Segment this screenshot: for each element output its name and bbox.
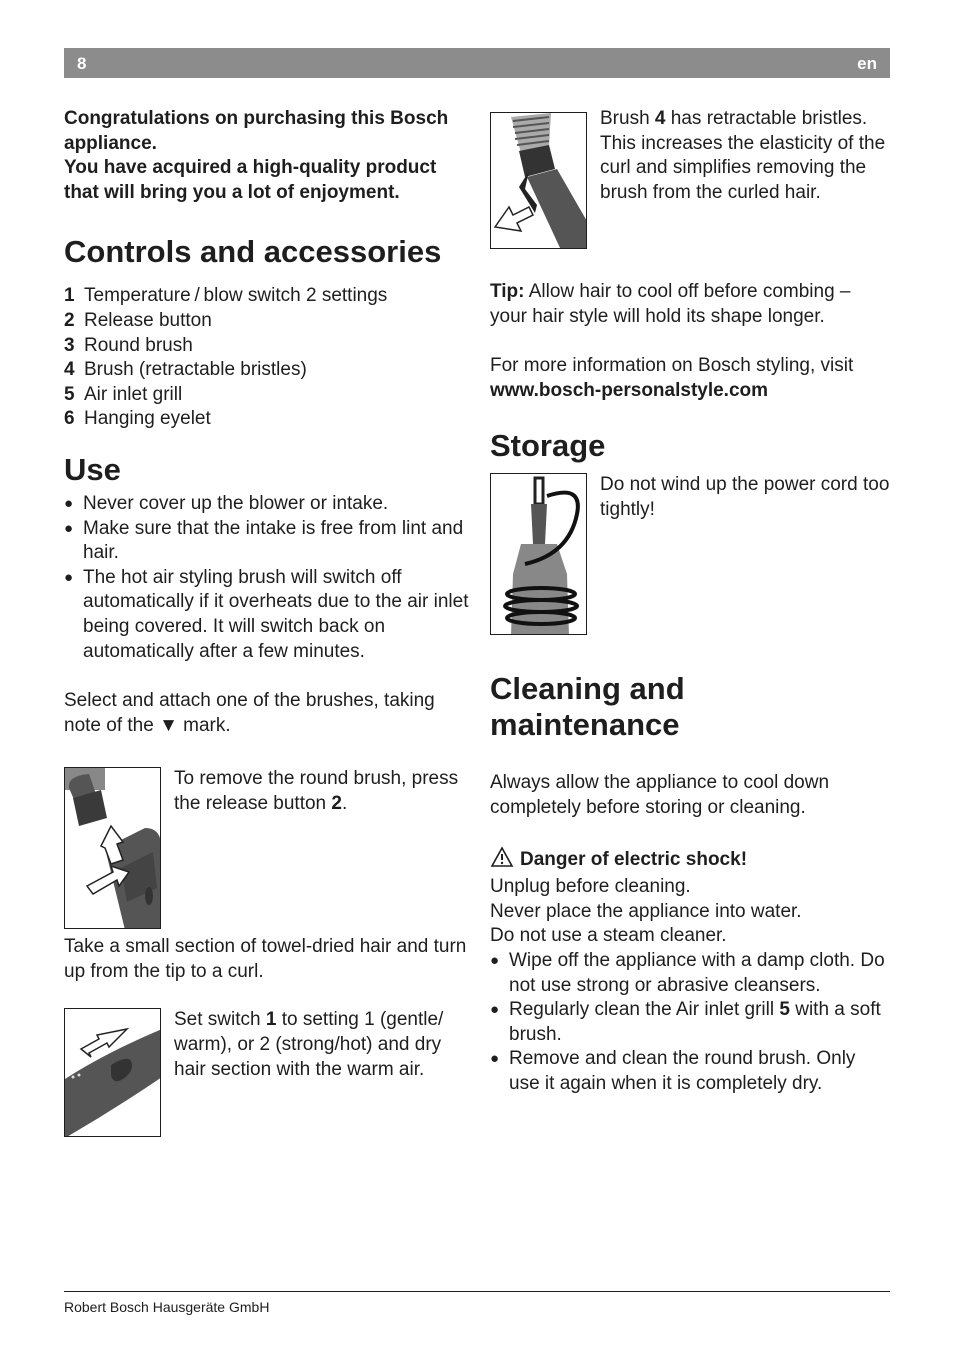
switch-row: [64, 1008, 469, 1137]
danger-line: Never place the appliance into water.: [490, 900, 802, 922]
language-code: en: [857, 54, 877, 73]
bullet-icon: ●: [490, 951, 500, 969]
cleaning-heading: Cleaning and maintenance: [490, 671, 685, 743]
bullet-icon: ●: [490, 1001, 500, 1019]
danger-label: Danger of electric shock!: [520, 848, 748, 870]
danger-warning: [490, 846, 890, 876]
item-label: Release button: [84, 309, 212, 331]
remove-brush-row: [64, 767, 469, 929]
remove-brush-illustration: [64, 767, 161, 929]
list-item: [64, 309, 469, 334]
retractable-brush-text: Brush 4 has retractable bristles. This increases the elasticity of the curl and simplifies removing the brush from the curled hair.: [600, 108, 886, 203]
select-brush-text: Select and attach one of the brushes, taking note of the ▼ mark.: [64, 690, 435, 736]
cleaning-bullets: [490, 949, 890, 1097]
list-item: [64, 284, 469, 309]
storage-illustration: [490, 473, 587, 635]
list-item: [490, 949, 890, 998]
bullet-text: Regularly clean the Air inlet grill 5 with a soft brush.: [509, 999, 881, 1045]
list-item: [64, 492, 469, 517]
controls-heading: Controls and accessories: [64, 234, 442, 270]
item-number: 4: [64, 359, 75, 381]
item-label: Air inlet grill: [84, 383, 183, 405]
bullet-text: Make sure that the intake is free from lint and hair.: [83, 517, 464, 564]
list-item: [64, 383, 469, 408]
list-item: [64, 334, 469, 359]
list-item: [64, 566, 469, 664]
storage-text: Do not wind up the power cord too tightly!: [600, 474, 890, 520]
header-bar: [64, 48, 890, 78]
item-label: Brush (retractable bristles): [84, 359, 307, 381]
cleaning-intro: Always allow the appliance to cool down completely before storing or cleaning.: [490, 772, 830, 818]
info-text: For more information on Bosch styling, visit: [490, 355, 854, 377]
switch-text: Set switch 1 to setting 1 (gentle/ warm), or 2 (strong/hot) and dry hair section with the warm air.: [174, 1009, 444, 1080]
retractable-brush-illustration: [490, 112, 587, 249]
danger-line: Do not use a steam cleaner.: [490, 925, 727, 947]
controls-list: [64, 284, 469, 432]
left-column: [64, 107, 469, 1137]
switch-illustration: [64, 1008, 161, 1137]
intro-text: [64, 107, 469, 205]
bullet-text: Wipe off the appliance with a damp cloth. Do not use strong or abrasive cleansers.: [509, 949, 885, 996]
bullet-icon: ●: [64, 519, 74, 537]
item-number: 5: [64, 383, 75, 405]
item-label: Round brush: [84, 334, 193, 356]
remove-brush-text: To remove the round brush, press the release button 2.: [174, 768, 459, 814]
page-number: 8: [77, 54, 87, 73]
use-bullets: [64, 492, 469, 664]
warning-triangle-icon: [490, 846, 514, 876]
item-label: Temperature / blow switch 2 settings: [84, 285, 388, 307]
retractable-brush-row: [490, 107, 890, 249]
footer-company: Robert Bosch Hausgeräte GmbH: [64, 1299, 270, 1315]
curl-section-text: Take a small section of towel-dried hair and turn up from the tip to a curl.: [64, 936, 467, 982]
bullet-text: The hot air styling brush will switch off automatically if it overheats due to the air inlet being covered. It will switch back on automatically after a few minutes.: [83, 566, 469, 662]
item-number: 2: [64, 309, 75, 331]
item-label: Hanging eyelet: [84, 408, 211, 430]
list-item: [64, 407, 469, 432]
footer-divider: [64, 1291, 890, 1292]
list-item: [490, 1047, 890, 1096]
bullet-icon: ●: [64, 494, 74, 512]
intro-line-1: Congratulations on purchasing this Bosch appliance.: [64, 108, 449, 154]
item-number: 6: [64, 408, 75, 430]
item-number: 1: [64, 285, 75, 307]
list-item: [490, 998, 890, 1047]
right-column: [490, 107, 890, 1097]
tip-text: Tip: Allow hair to cool off before combing – your hair style will hold its shape longer.: [490, 281, 851, 327]
bullet-text: Remove and clean the round brush. Only use it again when it is completely dry.: [509, 1048, 856, 1094]
bullet-icon: ●: [490, 1050, 500, 1068]
info-link[interactable]: www.bosch-personalstyle.com: [490, 379, 769, 401]
item-number: 3: [64, 334, 75, 356]
intro-line-2: You have acquired a high-quality product that will bring you a lot of enjoyment.: [64, 157, 437, 203]
list-item: [64, 517, 469, 566]
danger-line: Unplug before cleaning.: [490, 876, 691, 898]
list-item: [64, 358, 469, 383]
use-heading: Use: [64, 451, 121, 487]
storage-heading: Storage: [490, 428, 606, 464]
bullet-icon: ●: [64, 568, 74, 586]
storage-row: [490, 473, 890, 635]
bullet-text: Never cover up the blower or intake.: [83, 492, 389, 514]
